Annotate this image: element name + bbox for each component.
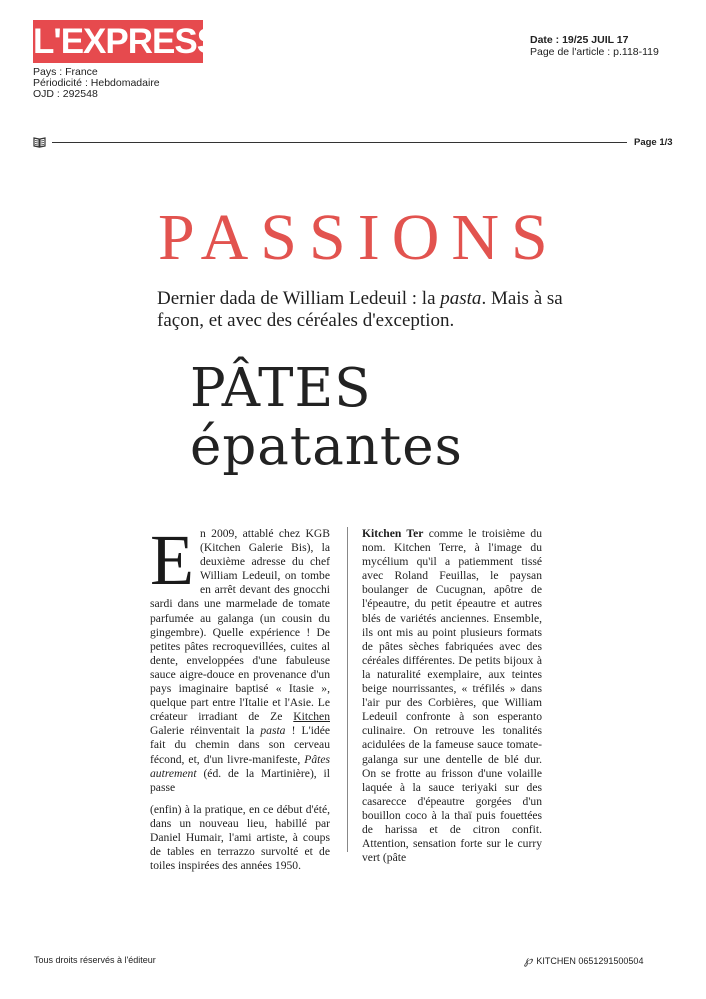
page-indicator: Page 1/3 — [634, 137, 673, 148]
lead-in: Kitchen Ter — [362, 527, 424, 540]
text-run: (éd. de la Martinière), il passe — [150, 766, 330, 794]
publication-logo: L'EXPRESS — [33, 22, 220, 61]
book-title: Pâtes autrement — [150, 752, 330, 780]
article-column-1 — [150, 520, 331, 873]
frequency-line: Périodicité : Hebdomadaire — [33, 77, 160, 89]
kitchen-link: Kitchen — [293, 710, 330, 724]
standfirst — [157, 288, 577, 332]
standfirst-part-a: Dernier dada de William Ledeuil : la — [157, 288, 441, 309]
text-run: n 2009, attablé chez KGB (Kitchen Galerie Bis), la deuxième adresse du chef William Ledeuil, on tombe en arrêt devant des gnocchi sardi dans une marmelade de tomate parfumée au galanga (un cousin du gingembre). Quelle expérience ! De petites pâtes recroquevillées, cuites al dente, enveloppées d'une fabuleuse sauce aigre-douce en provenance d'un pays imaginaire baptisé « Itasie », quelque part entre l'Italie et l'Asie. Le créateur irradiant de Ze — [150, 527, 330, 724]
article-column-2 — [362, 527, 542, 865]
ojd-line: OJD : 292548 — [33, 88, 98, 100]
paragraph-3 — [362, 527, 542, 865]
section-title: PASSIONS — [158, 201, 560, 274]
text-run: comme le troisième du nom. Kitchen Terre, à l'image du mycélium qu'il a patiemment tissé avec Roland Feuillas, le paysan boulanger de Cucugnan, apôtre de l'épeautre, du petit épeautre et autres blés de variétés anciennes. Ensemble, ils ont mis au point plusieurs formats de pâtes sèches fabriquées avec des céréales différentes. De petits bijoux à la naturalité exemplaire, aux teintes beige nourrissantes, « tréfilés » dans l'air pur des Corbières, que William Ledeuil confronte à son esperanto culinaire. On retrouve les tonalités acidulées de la fameuse sauce tomate-galanga sur une dentelle de blé dur. On se frotte au frisson d'une volaille laquée à la sauce teriyaki sur des casarecce d'épeautre gorgées d'un bouillon coco à la thaï puis fouettées de harissa et de citron confit. Attention, sensation forte sur le curry vert (pâte — [362, 527, 542, 865]
headline-line-1: PÂTES — [190, 358, 372, 419]
text-run: ! L'idée fait du chemin dans son cerveau fécond, et, d'un livre-manifeste, — [150, 724, 331, 766]
headline — [190, 360, 550, 476]
footer-code-block — [524, 953, 643, 967]
article-pages: Page de l'article : p.118-119 — [530, 46, 659, 58]
drop-cap: E — [150, 520, 194, 600]
paragraph-2: (enfin) à la pratique, en ce début d'été, dans un nouveau lieu, habillé par Daniel Humair, l'ami artiste, à coups de tables en terrazzo survolté et de toiles inspirées des années 1950. — [150, 802, 330, 873]
date-block — [530, 34, 659, 58]
standfirst-pasta: pasta — [440, 288, 482, 309]
article-code: KITCHEN 0651291500504 — [536, 956, 644, 966]
headline-line-2: épatantes — [190, 416, 463, 477]
book-icon — [33, 137, 46, 148]
pasta-italic: pasta — [260, 724, 286, 738]
country-line: Pays : France — [33, 66, 98, 78]
column-divider — [347, 527, 348, 852]
issue-date: Date : 19/25 JUIL 17 — [530, 34, 629, 46]
rights-notice: Tous droits réservés à l'éditeur — [34, 955, 156, 965]
standfirst-part-b: . Mais à sa façon, et avec des céréales d'exception. — [157, 288, 563, 331]
p-logo-icon: ℘ — [524, 953, 533, 967]
publication-meta — [33, 67, 160, 100]
header-rule — [52, 142, 627, 143]
paragraph-1 — [150, 520, 331, 795]
text-run: Galerie réinventait la — [150, 724, 261, 738]
